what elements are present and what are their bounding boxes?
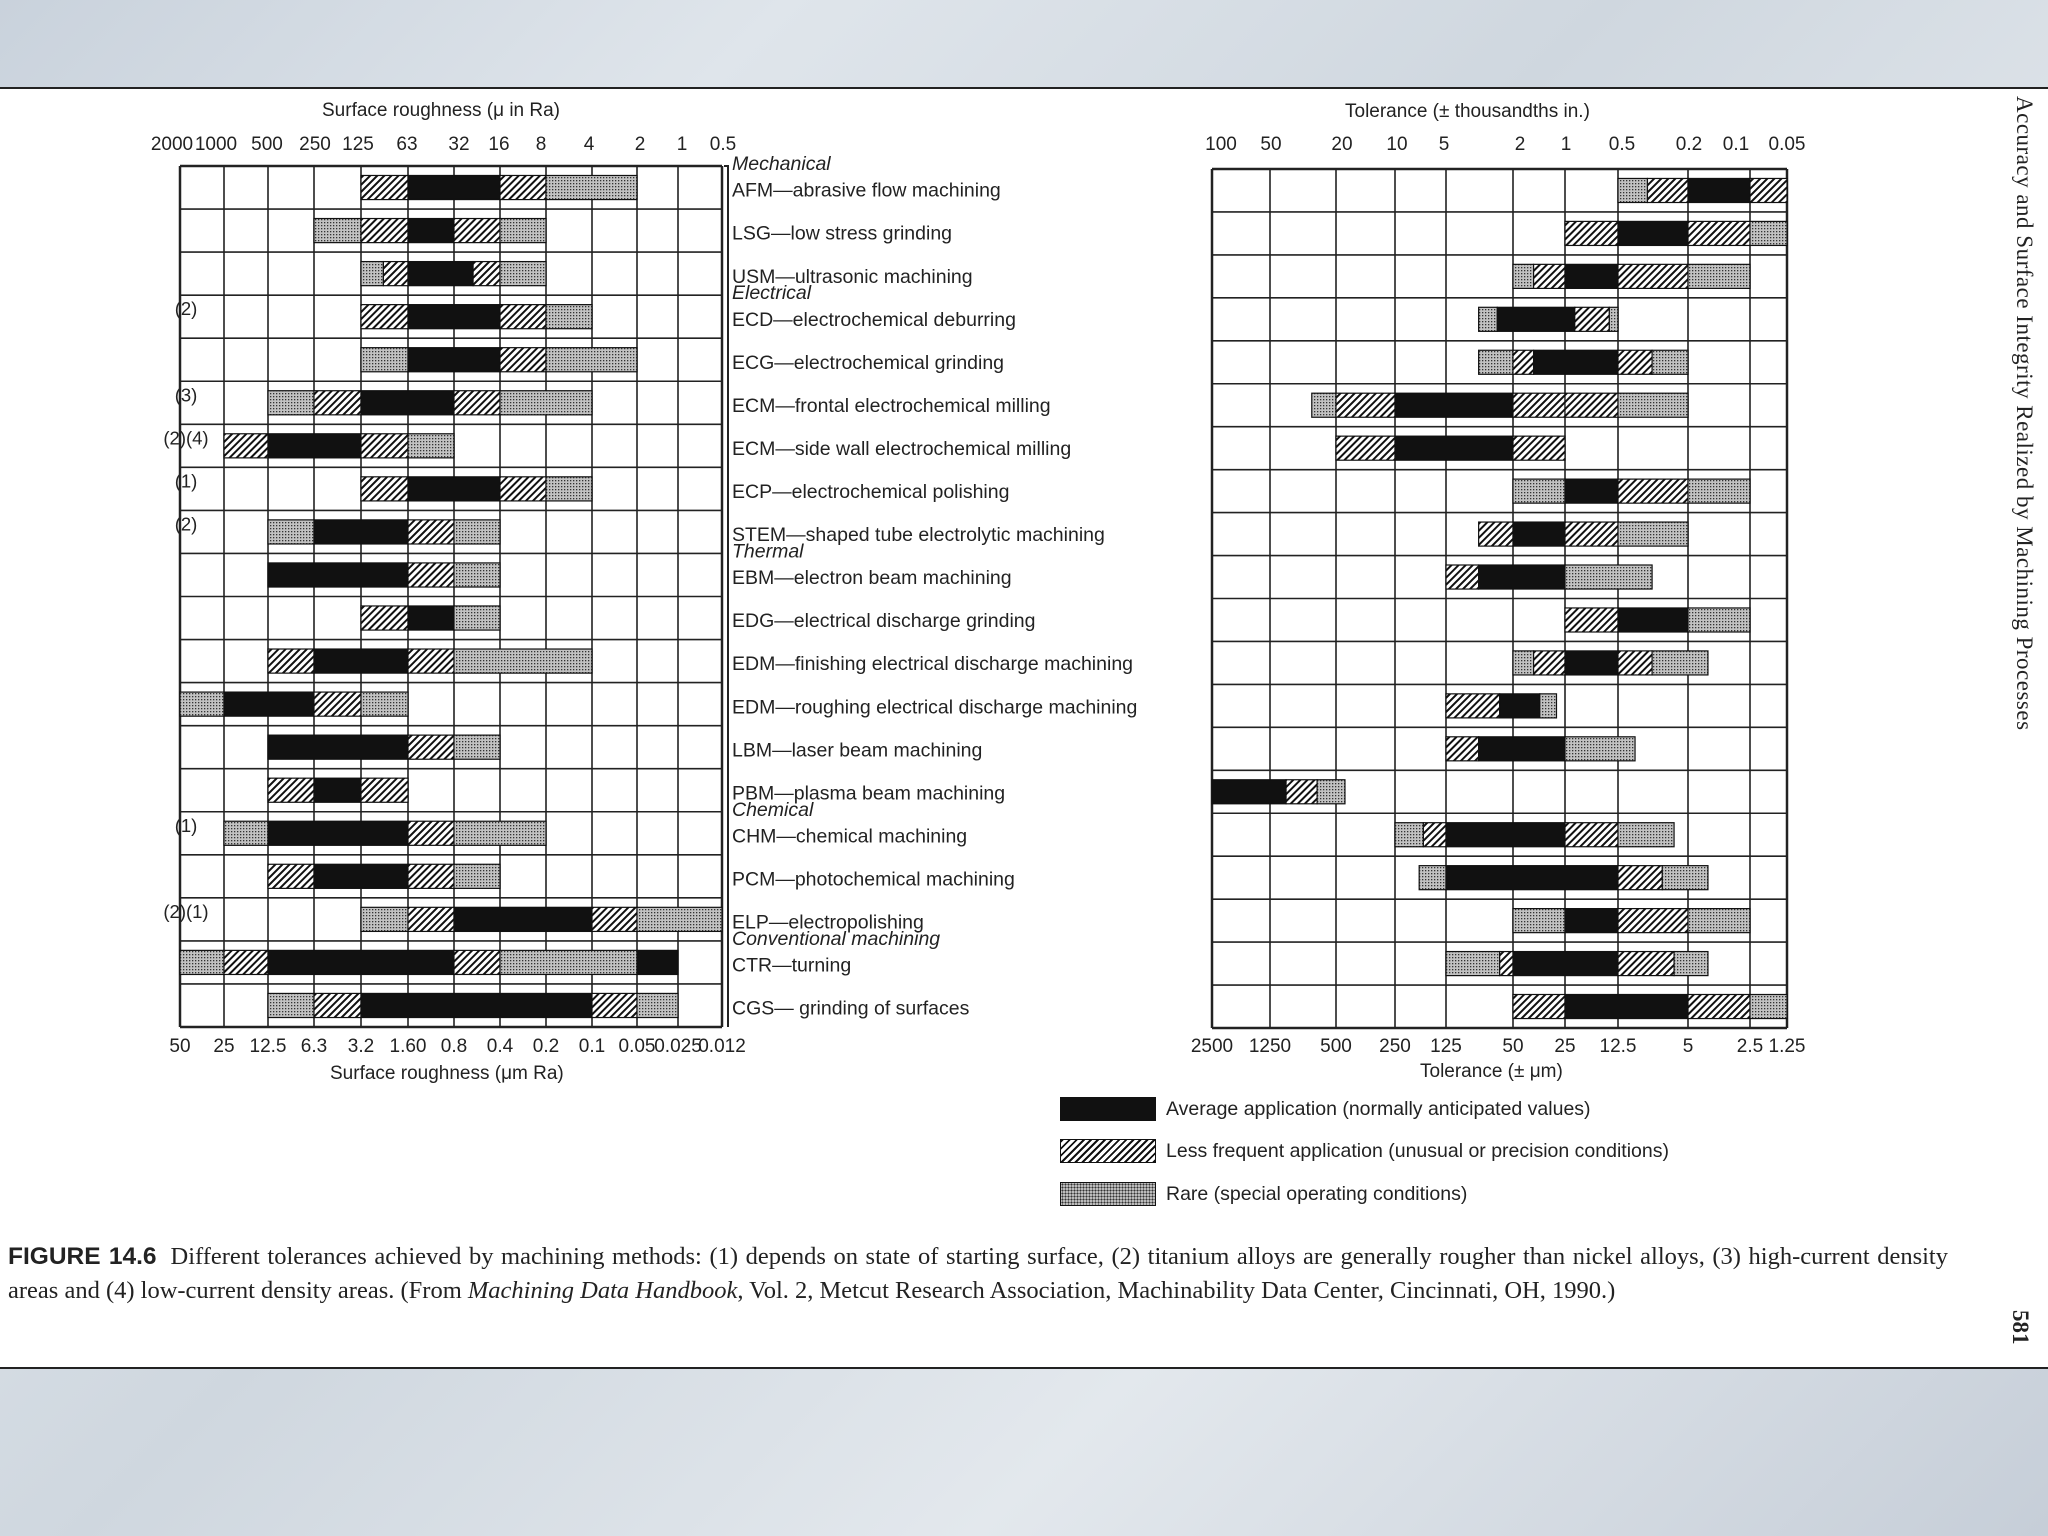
roughness-bar-avg [268, 735, 408, 759]
roughness-bar-avg [408, 348, 500, 372]
tolerance-bottom-tick-label: 25 [1554, 1036, 1576, 1057]
roughness-bar-avg [224, 692, 314, 716]
roughness-bar-less [224, 950, 268, 974]
category-label: Electrical [732, 282, 812, 305]
roughness-bottom-axis-label: Surface roughness (μm Ra) [330, 1063, 564, 1084]
roughness-top-tick-label: 4 [583, 134, 595, 155]
legend-item-average [1060, 1095, 1591, 1123]
tolerance-bar-avg [1618, 221, 1688, 245]
process-label: LSG—low stress grinding [732, 222, 953, 245]
process-label: LBM—laser beam machining [732, 739, 983, 762]
roughness-bar-rare [546, 305, 592, 329]
roughness-bar-avg [408, 175, 500, 199]
tolerance-bottom-tick-label: 2500 [1190, 1036, 1234, 1057]
tolerance-bar-avg [1395, 393, 1513, 417]
roughness-bottom-tick-label: 0.1 [578, 1036, 606, 1057]
roughness-bar-rare [454, 563, 500, 587]
tolerance-bar-avg [1500, 694, 1540, 718]
roughness-bar-less [408, 520, 454, 544]
tolerance-bottom-axis-label: Tolerance (± μm) [1420, 1061, 1563, 1082]
tolerance-bottom-tick-label: 1.25 [1768, 1036, 1806, 1057]
roughness-bar-less [361, 305, 408, 329]
roughness-bar-rare [268, 391, 314, 415]
roughness-bar-less [408, 907, 454, 931]
roughness-bar-avg [408, 262, 473, 286]
roughness-bar-avg [408, 477, 500, 501]
tolerance-bar-less [1479, 522, 1513, 546]
category-label: Mechanical [732, 153, 831, 175]
roughness-bar-less [361, 434, 408, 458]
row-note: (2)(1) [163, 900, 209, 922]
tolerance-bottom-tick-label: 2.5 [1736, 1036, 1764, 1057]
roughness-bar-less [500, 305, 546, 329]
tolerance-bar-avg [1395, 436, 1513, 460]
roughness-bar-rare [546, 348, 637, 372]
tolerance-bar-avg [1212, 780, 1286, 804]
tolerance-bar-avg [1513, 522, 1565, 546]
roughness-bar-rare [408, 434, 454, 458]
tolerance-bar-less [1618, 952, 1674, 976]
tolerance-bar-avg [1497, 307, 1575, 331]
process-label: PCM—photochemical machining [732, 868, 1015, 891]
tolerance-bar-less [1565, 393, 1618, 417]
roughness-bar-less [314, 993, 361, 1017]
roughness-bar-avg [361, 391, 454, 415]
tolerance-bar-rare [1618, 522, 1688, 546]
roughness-bar-avg [268, 434, 361, 458]
roughness-bar-avg [361, 993, 592, 1017]
roughness-bar-less [454, 950, 500, 974]
roughness-bar-rare [361, 348, 408, 372]
process-label: CHM—chemical machining [732, 825, 968, 848]
tolerance-bar-less [1647, 178, 1688, 202]
roughness-top-tick-label: 125 [342, 134, 374, 155]
tolerance-bar-less [1534, 264, 1565, 288]
roughness-bar-rare [637, 907, 722, 931]
tolerance-bar-less [1565, 608, 1618, 632]
tolerance-bar-rare [1513, 651, 1534, 675]
row-note: (3) [174, 384, 198, 406]
roughness-bar-less [268, 778, 314, 802]
roughness-bar-less [268, 864, 314, 888]
roughness-bar-less [361, 778, 408, 802]
roughness-bar-less [314, 391, 361, 415]
roughness-top-tick-label: 1000 [194, 134, 238, 155]
tolerance-bar-rare [1652, 350, 1688, 374]
roughness-bar-avg [408, 606, 454, 630]
legend-swatch-average [1060, 1097, 1156, 1121]
tolerance-bar-rare [1479, 307, 1498, 331]
roughness-top-tick-label: 0.5 [709, 134, 737, 155]
tolerance-top-axis-label: Tolerance (± thousandths in.) [1345, 101, 1590, 122]
process-label: CGS— grinding of surfaces [732, 997, 970, 1020]
tolerance-bar-less [1423, 823, 1446, 847]
process-label: AFM—abrasive flow machining [732, 179, 1001, 202]
running-head: Accuracy and Surface Integrity Realized by Machining Processes [2012, 96, 2037, 731]
tolerance-bar-rare [1540, 694, 1557, 718]
legend-item-less-frequent [1060, 1137, 1669, 1165]
tolerance-bottom-tick-label: 125 [1430, 1036, 1462, 1057]
tolerance-bar-less [1565, 221, 1618, 245]
tolerance-bar-avg [1534, 350, 1618, 374]
tolerance-bar-rare [1618, 823, 1674, 847]
process-label: ELP—electropolishing [732, 911, 924, 934]
roughness-bottom-tick-label: 50 [169, 1036, 191, 1057]
roughness-bar-less [500, 477, 546, 501]
roughness-top-tick-label: 2000 [150, 134, 194, 155]
tolerance-bar-rare [1446, 952, 1500, 976]
tolerance-bar-less [1513, 350, 1534, 374]
tolerance-bar-avg [1618, 608, 1688, 632]
roughness-bar-avg [314, 864, 408, 888]
roughness-bar-rare [361, 262, 383, 286]
tolerance-bar-rare [1618, 178, 1647, 202]
roughness-bar-avg [268, 950, 454, 974]
tolerance-bar-less [1446, 737, 1479, 761]
category-label: Thermal [732, 540, 804, 563]
tolerance-bottom-tick-label: 12.5 [1599, 1036, 1637, 1057]
tolerance-bottom-tick-label: 500 [1320, 1036, 1352, 1057]
legend-label-less-frequent: Less frequent application (unusual or precision conditions) [1166, 1139, 1669, 1162]
legend-swatch-rare [1060, 1182, 1156, 1206]
roughness-bar-rare [546, 477, 592, 501]
process-label: ECM—side wall electrochemical milling [732, 437, 1072, 460]
roughness-bar-less [408, 563, 454, 587]
roughness-bar-less [473, 262, 500, 286]
tolerance-bar-less [1513, 436, 1565, 460]
roughness-bar-rare [361, 907, 408, 931]
tolerance-bar-rare [1419, 866, 1446, 890]
tolerance-bar-avg [1565, 994, 1688, 1018]
process-label: EDM—roughing electrical discharge machining [732, 696, 1138, 719]
roughness-bar-rare [314, 219, 361, 243]
roughness-bar-rare [361, 692, 408, 716]
roughness-bar-rare [268, 520, 314, 544]
roughness-bar-rare [454, 606, 500, 630]
roughness-bottom-tick-label: 0.012 [698, 1036, 746, 1057]
legend-swatch-less-frequent [1060, 1139, 1156, 1163]
roughness-bar-rare [180, 950, 224, 974]
roughness-bar-less [454, 391, 500, 415]
roughness-bar-less [361, 219, 408, 243]
tolerance-bar-avg [1565, 651, 1618, 675]
roughness-bar-avg [314, 649, 408, 673]
tolerance-top-tick-label: 20 [1331, 134, 1353, 155]
tolerance-bar-rare [1479, 350, 1513, 374]
roughness-bar-avg [314, 520, 408, 544]
tolerance-top-tick-label: 50 [1260, 134, 1282, 155]
tolerance-bottom-tick-label: 1250 [1248, 1036, 1292, 1057]
tolerance-top-tick-label: 10 [1386, 134, 1408, 155]
tolerance-bar-rare [1513, 479, 1565, 503]
process-label: EDM—finishing electrical discharge machining [732, 653, 1134, 676]
roughness-top-tick-label: 8 [535, 134, 547, 155]
roughness-bottom-tick-label: 25 [213, 1036, 235, 1057]
tolerance-bar-avg [1479, 565, 1565, 589]
roughness-bar-rare [180, 692, 224, 716]
roughness-bar-less [361, 175, 408, 199]
tolerance-bar-less [1618, 651, 1652, 675]
tolerance-bar-less [1336, 436, 1395, 460]
figure-label: FIGURE 14.6 [8, 1243, 157, 1270]
roughness-bar-less [361, 477, 408, 501]
tolerance-top-tick-label: 1 [1560, 134, 1572, 155]
tolerance-bar-rare [1565, 737, 1635, 761]
caption-source-title: Machining Data Handbook [467, 1277, 738, 1304]
process-label: CTR—turning [732, 954, 852, 977]
roughness-bar-less [408, 735, 454, 759]
process-label: STEM—shaped tube electrolytic machining [732, 524, 1105, 547]
roughness-bar-avg [637, 950, 678, 974]
tolerance-bar-avg [1513, 952, 1618, 976]
tolerance-bar-less [1618, 264, 1688, 288]
legend-item-rare [1060, 1180, 1467, 1208]
roughness-top-tick-label: 1 [676, 134, 688, 155]
tolerance-bar-rare [1317, 780, 1345, 804]
roughness-bottom-tick-label: 0.4 [486, 1036, 514, 1057]
process-label: EDG—electrical discharge grinding [732, 610, 1036, 633]
process-label: ECG—electrochemical grinding [732, 351, 1005, 374]
tolerance-bar-rare [1688, 479, 1750, 503]
roughness-bar-less [268, 649, 314, 673]
tolerance-bar-less [1688, 221, 1750, 245]
roughness-bar-rare [454, 735, 500, 759]
tolerance-bar-avg [1565, 264, 1618, 288]
tolerance-bar-avg [1565, 479, 1618, 503]
row-note: (2) [174, 513, 198, 535]
tolerance-top-tick-label: 2 [1514, 134, 1526, 155]
tolerance-bar-rare [1652, 651, 1708, 675]
roughness-bar-rare [454, 864, 500, 888]
roughness-bar-rare [637, 993, 678, 1017]
row-note: (2) [174, 298, 198, 320]
tolerance-bar-less [1513, 393, 1565, 417]
tolerance-top-tick-label: 0.1 [1722, 134, 1750, 155]
roughness-bar-rare [224, 821, 268, 845]
roughness-bar-less [454, 219, 500, 243]
tolerance-bar-rare [1395, 823, 1423, 847]
process-label: PBM—plasma beam machining [732, 782, 1006, 805]
roughness-bar-rare [500, 950, 637, 974]
tolerance-bar-less [1336, 393, 1395, 417]
roughness-bar-less [500, 348, 546, 372]
roughness-bar-avg [454, 907, 592, 931]
tolerance-bar-less [1618, 909, 1688, 933]
roughness-top-axis-label: Surface roughness (μ in Ra) [322, 100, 561, 121]
roughness-top-tick-label: 500 [251, 134, 283, 155]
tolerance-bar-less [1446, 565, 1479, 589]
tolerance-bottom-tick-label: 5 [1682, 1036, 1694, 1057]
row-note: (1) [174, 814, 198, 836]
roughness-bar-avg [408, 305, 500, 329]
process-label: ECM—frontal electrochemical milling [732, 394, 1051, 417]
roughness-bar-less [224, 434, 268, 458]
tolerance-bottom-tick-label: 250 [1379, 1036, 1411, 1057]
roughness-top-tick-label: 250 [299, 134, 331, 155]
tolerance-top-tick-label: 100 [1205, 134, 1237, 155]
roughness-bar-less [592, 907, 637, 931]
tolerance-bar-rare [1750, 221, 1787, 245]
roughness-bar-less [408, 649, 454, 673]
roughness-bar-less [408, 864, 454, 888]
tolerance-bar-less [1534, 651, 1565, 675]
roughness-bar-avg [408, 219, 454, 243]
caption-text-end: , Vol. 2, Metcut Research Association, Machinability Data Center, Cincinnati, OH, 1990.) [737, 1277, 1616, 1304]
roughness-bottom-tick-label: 6.3 [300, 1036, 328, 1057]
tolerance-top-tick-label: 0.05 [1768, 134, 1806, 155]
tolerance-bar-rare [1618, 393, 1688, 417]
roughness-bar-avg [268, 563, 408, 587]
tolerance-bar-rare [1688, 264, 1750, 288]
category-label: Chemical [732, 798, 814, 821]
tolerance-bar-avg [1565, 909, 1618, 933]
roughness-bar-less [500, 175, 546, 199]
tolerance-bar-rare [1674, 952, 1708, 976]
roughness-bottom-tick-label: 0.025 [654, 1036, 702, 1057]
tolerance-bar-avg [1446, 823, 1565, 847]
roughness-bar-rare [546, 175, 637, 199]
caption-text: Different tolerances achieved by machining methods: (1) depends on state of starting surface, (2) titanium alloys are generally rougher than nickel alloys, (3) high-current density areas and (4) low-current density areas. (From [8, 1243, 1948, 1304]
tolerance-bar-less [1618, 479, 1688, 503]
tolerance-bar-rare [1513, 909, 1565, 933]
tolerance-bottom-tick-label: 50 [1502, 1036, 1524, 1057]
roughness-bottom-tick-label: 0.2 [532, 1036, 560, 1057]
roughness-bottom-tick-label: 1.60 [389, 1036, 427, 1057]
tolerance-bar-less [1446, 694, 1500, 718]
roughness-bar-rare [454, 520, 500, 544]
roughness-bottom-tick-label: 3.2 [347, 1036, 375, 1057]
tolerance-bar-less [1750, 178, 1787, 202]
process-label: ECD—electrochemical deburring [732, 308, 1016, 331]
roughness-top-tick-label: 2 [634, 134, 646, 155]
tolerance-bar-rare [1688, 608, 1750, 632]
roughness-bar-less [383, 262, 408, 286]
tolerance-top-tick-label: 0.5 [1608, 134, 1636, 155]
tolerance-bar-less [1618, 866, 1662, 890]
roughness-bar-avg [268, 821, 408, 845]
tolerance-bar-rare [1662, 866, 1708, 890]
label-bracket [724, 166, 728, 1027]
roughness-top-tick-label: 16 [488, 134, 510, 155]
roughness-bar-rare [500, 391, 592, 415]
tolerance-bar-less [1618, 350, 1652, 374]
roughness-bar-rare [500, 262, 546, 286]
page-number: 581 [2008, 1310, 2033, 1345]
process-label: ECP—electrochemical polishing [732, 481, 1010, 504]
roughness-bar-rare [454, 649, 592, 673]
row-note: (2)(4) [163, 427, 209, 449]
process-label: EBM—electron beam machining [732, 567, 1012, 590]
roughness-bar-rare [500, 219, 546, 243]
roughness-bar-rare [268, 993, 314, 1017]
tolerance-bar-rare [1750, 994, 1787, 1018]
tolerance-bar-less [1565, 823, 1618, 847]
roughness-bar-less [408, 821, 454, 845]
tolerance-bar-avg [1688, 178, 1750, 202]
tolerance-bar-rare [1609, 307, 1618, 331]
roughness-bar-less [314, 692, 361, 716]
tolerance-bar-rare [1688, 909, 1750, 933]
tolerance-bar-less [1286, 780, 1317, 804]
roughness-bottom-tick-label: 12.5 [249, 1036, 287, 1057]
row-note: (1) [174, 470, 198, 492]
tolerance-bar-rare [1312, 393, 1336, 417]
legend-label-rare: Rare (special operating conditions) [1166, 1182, 1468, 1205]
tolerance-bar-less [1500, 952, 1513, 976]
tolerance-bar-rare [1565, 565, 1652, 589]
tolerance-bar-less [1565, 522, 1618, 546]
tolerance-top-tick-label: 0.2 [1675, 134, 1703, 155]
roughness-bar-rare [454, 821, 546, 845]
roughness-bar-avg [314, 778, 361, 802]
tolerance-top-tick-label: 5 [1438, 134, 1450, 155]
tolerance-bar-avg [1446, 866, 1618, 890]
roughness-bottom-tick-label: 0.8 [440, 1036, 468, 1057]
tolerance-bar-less [1688, 994, 1750, 1018]
tolerance-bar-avg [1479, 737, 1565, 761]
figure-caption [8, 1240, 1948, 1308]
roughness-top-tick-label: 32 [448, 134, 470, 155]
roughness-bottom-tick-label: 0.05 [618, 1036, 656, 1057]
process-label: USM—ultrasonic machining [732, 265, 973, 288]
legend-label-average: Average application (normally anticipated values) [1166, 1097, 1591, 1120]
roughness-top-tick-label: 63 [396, 134, 418, 155]
roughness-bar-less [592, 993, 637, 1017]
tolerance-bar-rare [1513, 264, 1534, 288]
category-label: Conventional machining [732, 927, 941, 950]
roughness-bar-less [361, 606, 408, 630]
tolerance-bar-less [1513, 994, 1565, 1018]
tolerance-bar-less [1575, 307, 1610, 331]
